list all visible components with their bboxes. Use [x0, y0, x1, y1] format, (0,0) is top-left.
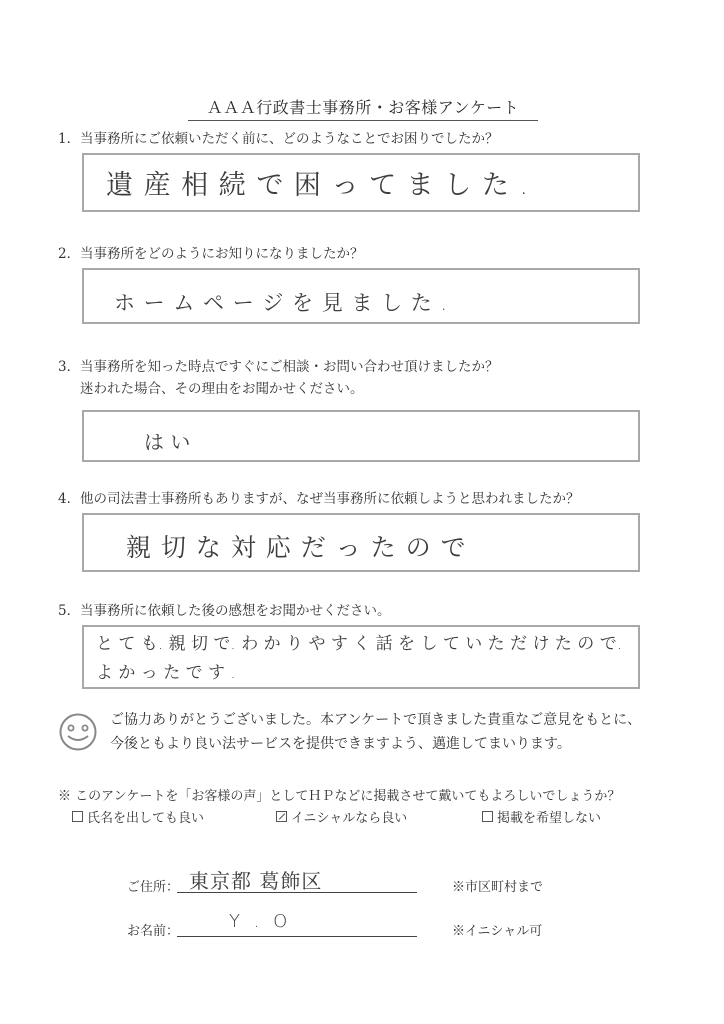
question-text: 当事務所にご依頼いただく前に、どのようなことでお困りでしたか？	[80, 131, 499, 147]
question-text: 他の司法書士事務所もありますが、なぜ当事務所に依頼しようと思われましたか？	[80, 491, 580, 507]
answer-box-1[interactable]	[82, 153, 640, 212]
question-number: 5．	[58, 603, 81, 619]
checkbox-unchecked[interactable]	[482, 811, 493, 822]
option-initials-only[interactable]	[276, 807, 407, 826]
answer-text-line1: と て も. 親 切 で. わ か り や す く 話 を し て い た だ け た の で.	[96, 634, 623, 654]
option-label: イニシャルなら良い	[291, 811, 408, 826]
checkbox-unchecked[interactable]	[72, 811, 83, 822]
name-label: お名前：	[127, 924, 180, 939]
answer-box-2[interactable]	[82, 268, 640, 324]
answer-text: 親 切 な 対 応 だ っ た の で	[126, 533, 467, 562]
smiley-icon	[58, 712, 98, 752]
survey-title: ＡＡＡ行政書士事務所・お客様アンケート	[188, 95, 538, 121]
question-number: 2．	[58, 246, 81, 262]
question-text: 当事務所に依頼した後の感想をお聞かせください。	[80, 603, 391, 619]
option-do-not-publish[interactable]	[482, 807, 601, 826]
name-note: ※イニシャル可	[452, 924, 543, 939]
answer-box-5[interactable]	[82, 625, 640, 689]
thank-you-message	[110, 708, 641, 756]
question-number: 3．	[58, 359, 81, 375]
question-1	[58, 128, 499, 150]
question-2	[58, 243, 364, 265]
address-note: ※市区町村まで	[452, 880, 544, 895]
option-show-full-name[interactable]	[72, 807, 204, 826]
checkbox-checked[interactable]	[276, 811, 287, 822]
question-number: 4．	[58, 491, 81, 507]
option-label: 掲載を希望しない	[497, 811, 602, 826]
question-number: 1．	[58, 131, 81, 147]
name-field[interactable]	[177, 913, 417, 937]
name-value: Y . O	[229, 911, 292, 932]
question-3	[58, 356, 499, 400]
answer-box-4[interactable]	[82, 513, 640, 572]
question-text: 当事務所をどのようにお知りになりましたか？	[80, 246, 364, 262]
answer-text: は い	[144, 430, 191, 454]
question-text: 当事務所を知った時点ですぐにご相談・お問い合わせ頂けましたか？	[80, 359, 499, 375]
address-field[interactable]	[177, 870, 417, 893]
option-label: 氏名を出しても良い	[87, 811, 205, 826]
question-5	[58, 600, 391, 622]
answer-text-line2: よ か っ た で す .	[96, 663, 236, 683]
thank-you-line-1: ご協力ありがとうございました。本アンケートで頂きました貴重なご意見をもとに、	[110, 712, 642, 728]
answer-text: ホ ー ム ペ ー ジ を 見 ま し た .	[114, 291, 449, 315]
question-text-line2: 迷われた場合、その理由をお聞かせください。	[80, 381, 364, 397]
address-label: ご住所：	[127, 880, 180, 895]
question-4	[58, 488, 580, 510]
thank-you-line-2: 今後ともより良い法サービスを提供できますよう、邁進してまいります。	[110, 736, 571, 752]
address-value: 東京都 葛飾区	[189, 869, 323, 893]
answer-text: 遺 産 相 続 で 困 っ て ま し た .	[106, 170, 529, 201]
publish-permission-question: ※ このアンケートを「お客様の声」としてＨＰなどに掲載させて戴いてもよろしいでしょうか？	[58, 789, 621, 804]
answer-box-3[interactable]	[82, 410, 640, 462]
